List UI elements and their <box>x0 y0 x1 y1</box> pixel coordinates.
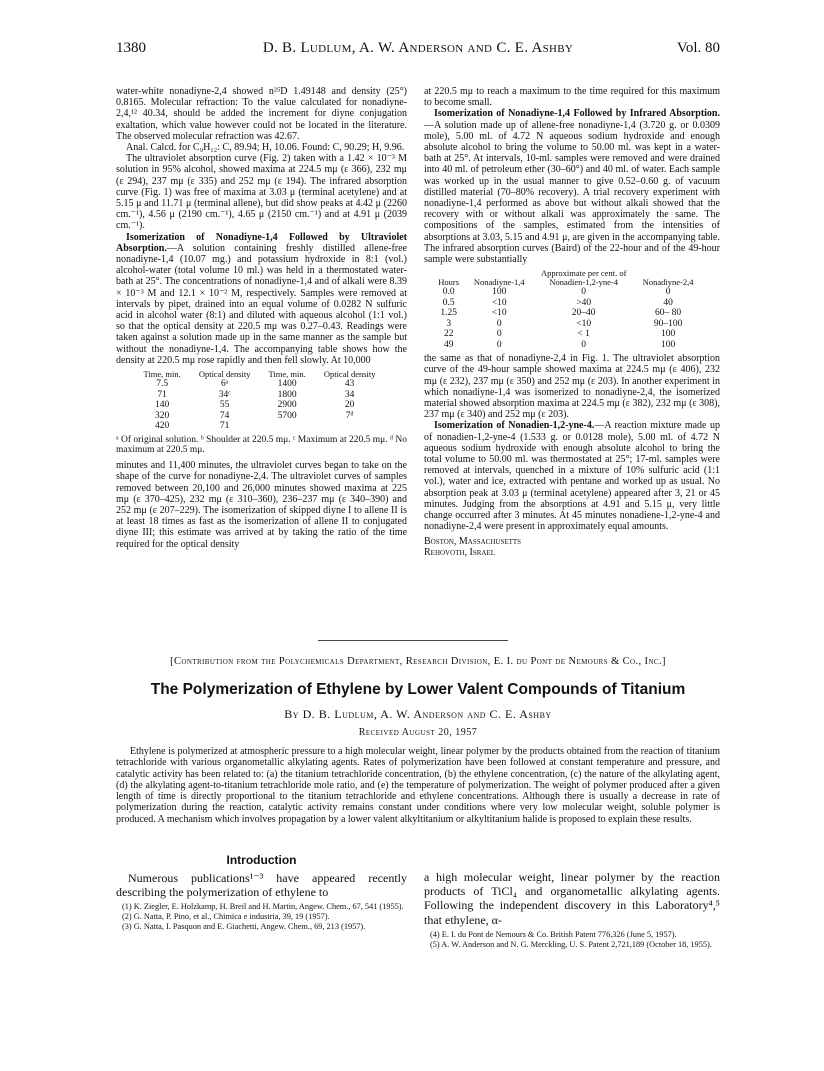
author-address <box>424 536 720 559</box>
table-cell: 6ᵃ <box>220 379 229 390</box>
running-authors: D. B. Ludlum, A. W. Anderson and C. E. Ashby <box>262 40 574 56</box>
table-row <box>434 298 704 309</box>
table-cell: 55 <box>219 400 230 411</box>
abstract: Ethylene is polymerized at atmospheric pressure to a high molecular weight, linear polymer by the products obtained from the reaction of titanium tetrachloride with various organometallic alkylating agents. Rates of polymerization have been followed at constant temperature and pressure, and catalytic activity has been related to: (a) the titanium tetrachloride concentration, (b) the ethylene concentration, (c) the nature of the alkylating agent, (d) the alkylating agent-to-titanium tetrachloride mole ratio, and (e) the temperature of polymerization. The weight of polymer produced after a given length of time is directly proportional to the titanium tetrachloride and ethylene concentrations. Although there is usually a decrease in rate of polymerization during the reaction, catalytic activity remains constant under conditions where very low molecular weight, soluble polymer is produced. A mechanism which involves propagation by a lower valent alkyltitanium or alkyltitanium halide is proposed to explain these results. <box>116 746 720 825</box>
table-row <box>434 308 704 319</box>
paragraph-text: —A solution made up of allene-free nonadiyne-1,4 (3.720 g. or 0.0309 mole), 5.00 ml. of 4.72 N aqueous sodium hydroxide and enough absolute alcohol to bring the volume to 50.00 ml. was kept in a water-bath at 25°. At intervals, 10-ml. samples were removed and were drained into 40 ml. of petroleum ether (30–60°) and 40 ml. of water. Each sample was worked up in the usual manner to give 0.52–0.60 g. of vacuum distilled material (70–80% recovery). A trial recovery experiment with nonadiyne-1,4 performed as above but without alkali showed that the recovery with or without alkali was approximately the same. The compositions of the samples, estimated from the intensities of absorptions at 3.03, 5.15 and 4.91 μ, are given in the accompanying table. The infrared absorption curves (Baird) of the 22-hour and of the 49-hour sample were substantially <box>424 119 720 266</box>
composition-table <box>434 269 704 350</box>
table-cell: 0 <box>581 287 587 298</box>
table-cell: <10 <box>576 318 592 329</box>
references <box>116 902 407 932</box>
table-row <box>434 319 704 330</box>
table-header: Nonadien-1,2-yne-4 <box>549 277 619 288</box>
table-cell: 7.5 <box>156 379 169 390</box>
reference-item: (2) G. Natta, P. Pino, et al., Chimica e industria, 39, 19 (1957). <box>122 912 330 922</box>
table-cell: 40 <box>663 297 673 308</box>
table-cell: >40 <box>576 297 592 308</box>
table-cell: 0.0 <box>442 287 455 298</box>
intro-heading: Introduction <box>226 853 297 867</box>
address-line: Rehovoth, Israel <box>424 547 495 558</box>
table-cell: 320 <box>155 410 170 421</box>
table-cell: 420 <box>155 421 170 432</box>
reference-item: (1) K. Ziegler, E. Holzkamp, H. Breil and H. Martin, Angew. Chem., 67, 541 (1955). <box>122 902 404 912</box>
table-cell: 5700 <box>277 410 297 421</box>
table-cell: 3 <box>446 318 452 329</box>
table-cell: 0 <box>496 318 502 329</box>
table-cell: 100 <box>660 329 676 340</box>
table-cell: 1800 <box>277 389 297 400</box>
paragraph: water-white nonadiyne-2,4 showed n²⁵D 1.49148 and density (25°) 0.8165. Molecular refraction: To the value calculated for nonadiyne-2,4,¹² 40.34, should be added the increment for diyne conjugation exaltation, which value however could not be located in the literature. The observed molecular refraction was 42.67. <box>116 86 407 142</box>
table-cell: 34 <box>344 389 355 400</box>
intro-right-column <box>424 870 720 950</box>
paragraph: the same as that of nonadiyne-2,4 in Fig. 1. The ultraviolet absorption curve of the 49-hour sample showed maxima at 224.5 mμ (ε 406), 232 mμ (ε 232), 237 mμ (ε 350) and 252 mμ (ε 203). In another experiment in which nonadiyne-1,4 was isomerized to nonadiyne-2,4, the isomerized material showed absorption maxima at 224.5 mμ (ε 382), 232 mμ (ε 308), 237 mμ (ε 340) and 252 mμ (ε 203). <box>424 353 720 421</box>
table-cell: 0 <box>496 329 502 340</box>
table-row <box>434 329 704 340</box>
table-header: Nonadiyne-2,4 <box>642 277 694 288</box>
volume-label: Vol. 80 <box>676 40 720 56</box>
address-line: Boston, Massachusetts <box>424 535 522 547</box>
article-byline: By D. B. Ludlum, A. W. Anderson and C. E. Ashby <box>284 707 552 721</box>
table-cell: 2900 <box>277 400 297 411</box>
table-cell: 43 <box>344 379 355 390</box>
paragraph <box>424 420 720 532</box>
table-cell: 100 <box>660 339 676 350</box>
table-group-header: Approximate per cent. of <box>540 268 627 279</box>
table-cell: 60– 80 <box>655 308 682 319</box>
table-cell <box>313 421 386 432</box>
page-number: 1380 <box>116 40 146 56</box>
paragraph-text: —A reaction mixture made up of nonadien-1,2-yne-4 (1.533 g. or 0.0128 mole), 5.00 ml. of 4.72 N aqueous sodium hydroxide with enough absolute alcohol to bring the total volume to 50.00 ml. was thermostated at 25°; 17-ml. samples were removed at intervals, quenched in a mixture of 10% sulfuric acid (1:1 vol.), water and ice, extracted with pentane and worked up as usual. No absorption peak at 3.03 μ (terminal acetylene) appeared after 3, 21 or 45 minutes. Judging from the absorptions at 4.91 and 5.15 μ, very little change occurred after 3 minutes. At 45 minutes nonadiene-1,2-yne-4 and nonadiyne-2,4 were present in approximately equal amounts. <box>424 420 720 533</box>
table-cell: 49 <box>443 339 454 350</box>
table-cell: 1.25 <box>440 308 457 319</box>
table-cell: 0.5 <box>442 297 455 308</box>
reference-item: (5) A. W. Anderson and N. G. Merckling, U. S. Patent 2,721,189 (October 18, 1955). <box>430 939 712 949</box>
table-cell: <10 <box>491 297 507 308</box>
table-row <box>136 421 386 432</box>
table-cell: 74 <box>219 410 230 421</box>
paragraph-text: —A solution containing freshly distilled allene-free nonadiyne-1,4 (10.07 mg.) and potassium hydroxide in 8:1 (vol.) alcohol-water (total volume 10 ml.) was held in a thermostated water-bath at 25°. The concentrations of nonadiyne-1,4 and of alkali were 8.39 × 10⁻³ M and 12.1 × 10⁻² M, respectively. Samples were removed at intervals by pipet, drained into an equal volume of 0.0282 N sulfuric acid in alcohol water (8:1) and diluted with aqueous alcohol (1:1 vol.) so that the optical density at 220.5 mμ was 0.27–0.43. Readings were taken against a solution made up in the same manner as the sample but without the nonadiyne-1,4. The accompanying table shows how the density at 220.5 mμ rose rapidly and then fell slowly. At 10,000 <box>116 242 407 366</box>
paragraph: at 220.5 mμ to reach a maximum to the time required for this maximum to become small. <box>424 86 720 109</box>
table-footnote: ᵃ Of original solution. ᵇ Shoulder at 220.5 mμ. ᶜ Maximum at 220.5 mμ. ᵈ No maximum at 220.5 mμ. <box>116 434 407 456</box>
table-row <box>434 340 704 351</box>
table-header: Nonadiyne-1,4 <box>473 277 525 288</box>
table-row <box>136 400 386 411</box>
intro-left-column <box>116 853 407 932</box>
table-header: Optical density <box>323 369 376 380</box>
table-cell: 1400 <box>277 379 297 390</box>
table-cell: 20–40 <box>571 308 596 319</box>
table-cell: 90–100 <box>653 318 683 329</box>
table-cell: <10 <box>491 308 507 319</box>
table-row <box>434 287 704 298</box>
table-cell: 7ᵈ <box>345 410 354 421</box>
references <box>424 930 720 950</box>
table-header: Optical density <box>198 369 251 380</box>
table-header: Hours <box>438 277 460 288</box>
table-cell <box>261 421 313 432</box>
paragraph <box>424 108 720 265</box>
intro-paragraph: Numerous publications¹⁻³ have appeared recently describing the polymerization of ethylene to <box>116 871 407 900</box>
table-cell: 20 <box>344 400 355 411</box>
table-cell: 22 <box>443 329 454 340</box>
article-divider <box>318 640 508 641</box>
table-row <box>136 379 386 390</box>
table-row <box>136 390 386 401</box>
table-row <box>136 411 386 422</box>
table-cell: 0 <box>496 339 502 350</box>
contribution-line: [Contribution from the Polychemicals Department, Research Division, E. I. du Pont de Nemours & Co., Inc.] <box>170 656 666 667</box>
table-header: Time, min. <box>268 369 306 380</box>
table-header: Time, min. <box>143 369 181 380</box>
right-column <box>424 86 720 559</box>
reference-item: (3) G. Natta, I. Pasquon and E. Giachetti, Angew. Chem., 69, 213 (1957). <box>122 922 366 932</box>
paragraph: The ultraviolet absorption curve (Fig. 2) taken with a 1.42 × 10⁻³ M solution in 95% alcohol, showed maxima at 224.5 mμ (ε 366), 232 mμ (ε 294), 237 mμ (ε 335) and 252 mμ (ε 194). The infrared absorption curve (Fig. 1) was free of maxima at 3.03 μ (terminal acetylene) and at 5.15 μ and 11.71 μ (terminal allene), but did show peaks at 4.42 μ (2260 cm.⁻¹), 4.56 μ (2190 cm.⁻¹), 4.65 μ (2150 cm.⁻¹) and at 4.91 μ (2039 cm.⁻¹). <box>116 153 407 232</box>
left-column <box>116 86 407 550</box>
table-cell: 0 <box>581 339 587 350</box>
table-cell: 71 <box>219 421 230 432</box>
received-date: Received August 20, 1957 <box>358 727 478 738</box>
section-heading: Isomerization of Nonadiyne-1,4 Followed by Infrared Absorption. <box>434 108 720 120</box>
reference-item: (4) E. I. du Pont de Nemours & Co. British Patent 776,326 (June 5, 1957). <box>430 929 677 939</box>
paragraph: minutes and 11,400 minutes, the ultraviolet curves began to take on the shape of the curve for nonadiyne-2,4. The ultraviolet curves of samples removed between 20,100 and 26,000 minutes showed maxima at 225 mμ (ε 370–425), 232 mμ (ε 310–360), 236–237 mμ (ε 340–390) and 252 mμ (ε 207–229). The isomerization of skipped diyne I to allene II is at least 18 times as fast as the isomerization of allene II to conjugated diyne III; this estimate was arrived at by taking the ratio of the time required for the optical density <box>116 460 407 550</box>
optical-density-table <box>136 370 386 432</box>
paragraph <box>116 232 407 366</box>
table-cell: < 1 <box>577 329 590 340</box>
table-cell: 34ᶜ <box>218 389 231 400</box>
section-heading: Isomerization of Nonadien-1,2-yne-4. <box>434 420 595 432</box>
table-cell: 100 <box>492 287 507 298</box>
intro-paragraph: a high molecular weight, linear polymer by the reaction products of TiCl₄ and organometallic alkylating agents. Following the independent discovery in this Laboratory⁴,⁵ that ethylene, α- <box>424 870 720 927</box>
article-title: The Polymerization of Ethylene by Lower Valent Compounds of Titanium <box>150 681 686 698</box>
table-cell: 0 <box>665 287 671 298</box>
table-cell: 71 <box>157 389 167 400</box>
section-heading: Isomerization of Nonadiyne-1,4 Followed by Ultraviolet Absorption. <box>116 231 407 254</box>
analysis-line: Anal. Calcd. for C₉H₁₂: C, 89.94; H, 10.06. Found: C, 90.29; H, 9.96. <box>126 142 405 154</box>
running-header <box>116 40 720 58</box>
table-cell: 140 <box>155 400 170 411</box>
